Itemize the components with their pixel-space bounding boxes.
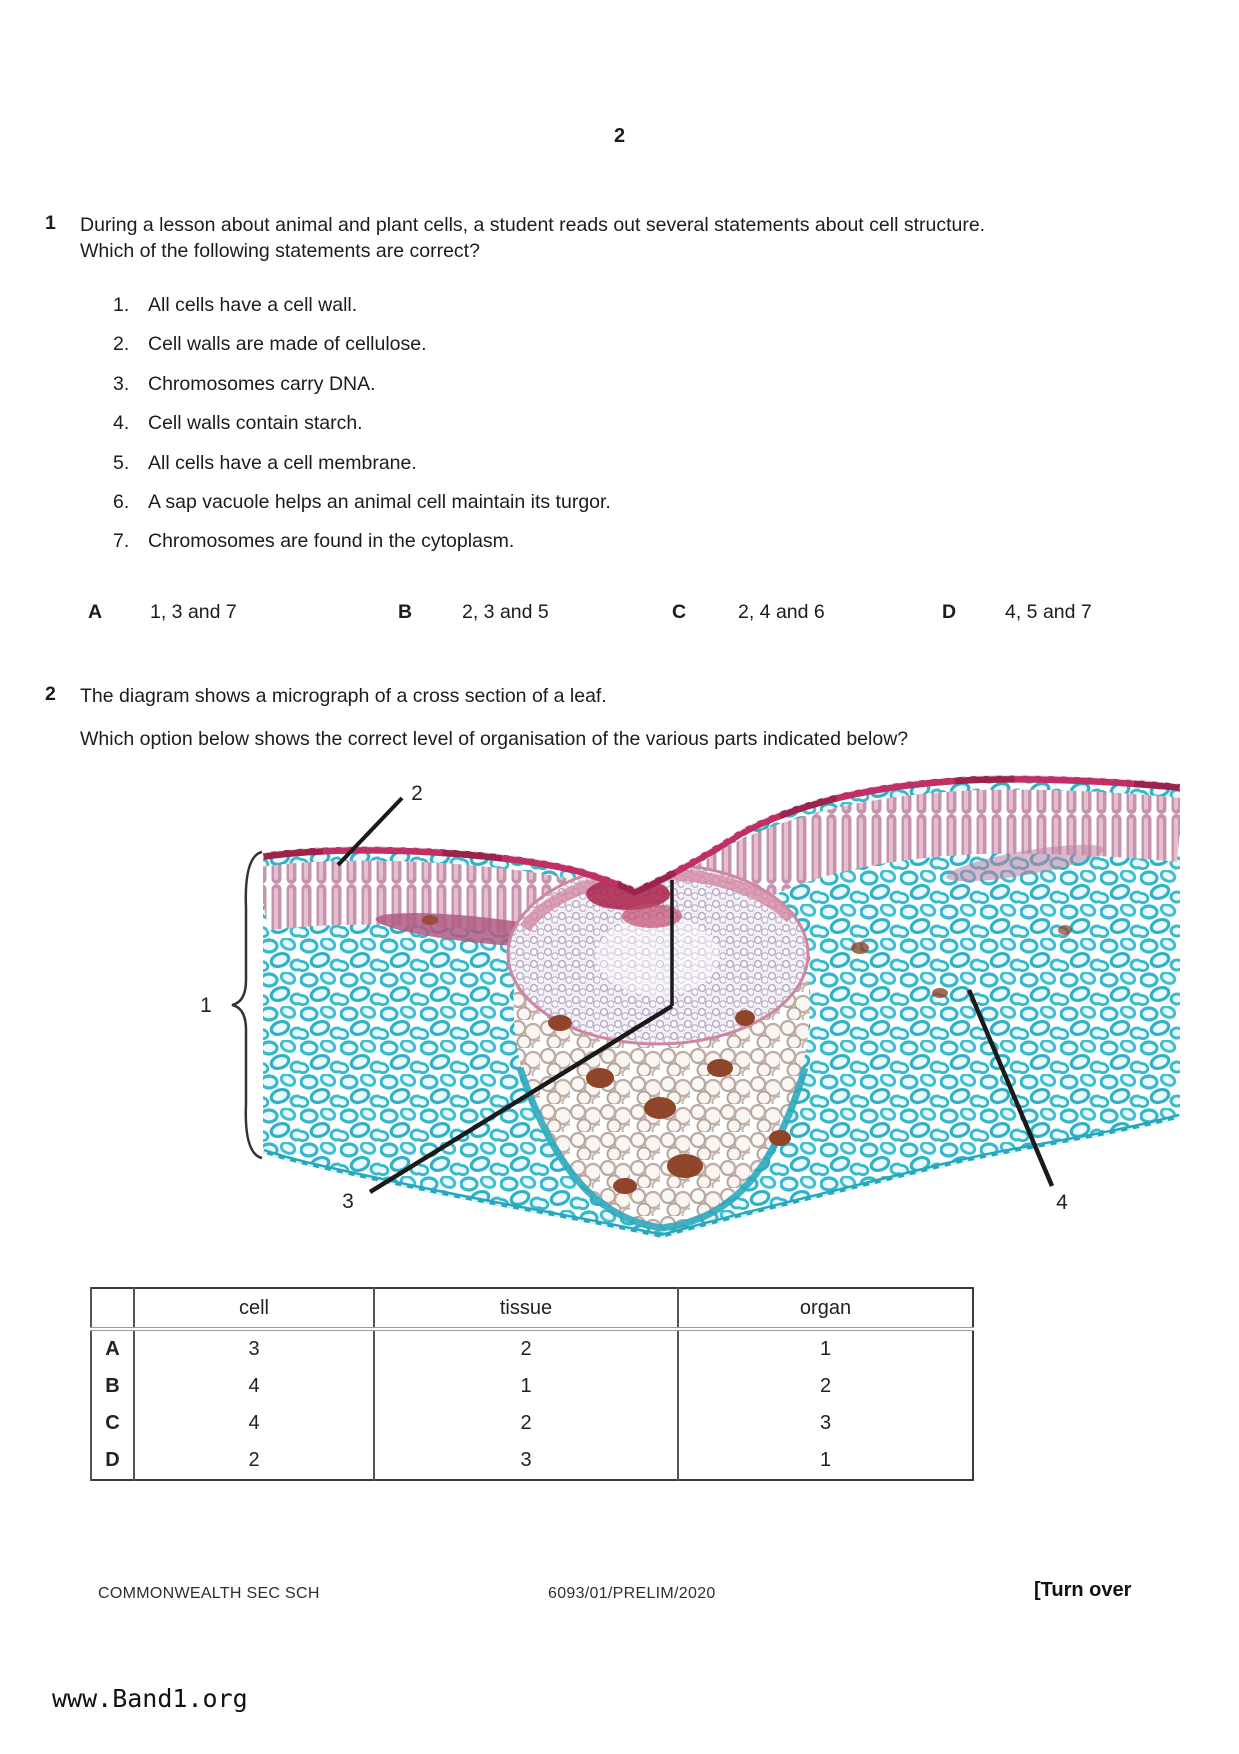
statement-text: Cell walls are made of cellulose.	[148, 333, 427, 356]
organ-value: 3	[678, 1405, 973, 1442]
q1-prompt-line2: Which of the following statements are correct?	[80, 240, 480, 262]
statement-text: All cells have a cell membrane.	[148, 451, 417, 474]
statement-list	[113, 294, 913, 570]
statement-number: 6.	[113, 490, 130, 513]
tissue-value: 1	[374, 1368, 678, 1405]
table-row	[91, 1329, 973, 1368]
q2-prompt-line1: The diagram shows a micrograph of a cross section of a leaf.	[80, 685, 607, 707]
statement-row	[113, 412, 913, 451]
row-label: A	[91, 1329, 134, 1368]
statement-number: 1.	[113, 294, 130, 316]
figure-label-1: 1	[200, 994, 212, 1017]
statement-text: A sap vacuole helps an animal cell maintain its turgor.	[148, 490, 611, 513]
footer-turn-over: [Turn over	[1034, 1579, 1132, 1601]
tissue-value: 2	[374, 1405, 678, 1442]
statement-row	[113, 373, 913, 412]
question-1-prompt	[45, 212, 1055, 264]
table-header-cell: cell	[134, 1288, 374, 1329]
statement-row	[113, 491, 913, 530]
statement-number: 3.	[113, 372, 130, 395]
cell-value: 4	[134, 1368, 374, 1405]
statement-text: Cell walls contain starch.	[148, 412, 363, 435]
question-1-number: 1	[45, 212, 56, 234]
q2-prompt-line2: Which option below shows the correct level of organisation of the various parts indicated below?	[80, 728, 909, 750]
question-2-prompt	[45, 683, 1145, 709]
leaf-micrograph-figure	[180, 768, 1190, 1260]
tissue-value: 3	[374, 1442, 678, 1480]
row-label: B	[91, 1368, 134, 1405]
organ-value: 1	[678, 1442, 973, 1480]
watermark-url: www.Band1.org	[52, 1684, 248, 1713]
figure-label-3: 3	[342, 1190, 354, 1213]
statement-row	[113, 452, 913, 491]
organ-value: 1	[678, 1329, 973, 1368]
option-B-letter: B	[398, 601, 413, 623]
option-A-text: 1, 3 and 7	[150, 601, 237, 623]
row-label: C	[91, 1405, 134, 1442]
table-row	[91, 1368, 973, 1405]
statement-text: All cells have a cell wall.	[148, 294, 358, 316]
option-C-text: 2, 4 and 6	[738, 601, 825, 623]
table-header-tissue: tissue	[374, 1288, 678, 1329]
statement-text: Chromosomes are found in the cytoplasm.	[148, 530, 515, 553]
option-C-letter: C	[672, 601, 687, 623]
figure-label-2: 2	[411, 782, 423, 805]
organ-value: 2	[678, 1368, 973, 1405]
tissue-value: 2	[374, 1329, 678, 1368]
leaf-micrograph-svg	[180, 768, 1190, 1260]
statement-number: 7.	[113, 530, 130, 553]
cell-value: 4	[134, 1405, 374, 1442]
statement-row	[113, 530, 913, 569]
question-1-text	[80, 212, 985, 264]
statement-row	[113, 294, 913, 333]
page-number: 2	[613, 125, 626, 147]
table-header-organ: organ	[678, 1288, 973, 1329]
option-A-letter: A	[88, 601, 103, 623]
table-row	[91, 1405, 973, 1442]
table-header-row	[91, 1288, 973, 1329]
footer-paper-code: 6093/01/PRELIM/2020	[548, 1585, 716, 1602]
option-D-text: 4, 5 and 7	[1005, 601, 1092, 623]
statement-row	[113, 333, 913, 372]
footer-school: COMMONWEALTH SEC SCH	[98, 1585, 320, 1602]
cell-value: 3	[134, 1329, 374, 1368]
table-row	[91, 1442, 973, 1480]
row-label: D	[91, 1442, 134, 1480]
brace-label-1	[232, 852, 262, 1158]
bundle-center	[596, 916, 720, 996]
statement-number: 2.	[113, 333, 130, 356]
table-header-blank	[91, 1288, 134, 1329]
option-B-text: 2, 3 and 5	[462, 601, 549, 623]
cell-value: 2	[134, 1442, 374, 1480]
question-2-number: 2	[45, 683, 56, 705]
q1-options-row	[0, 601, 1239, 627]
q1-prompt-line1: During a lesson about animal and plant cells, a student reads out several statements about cell structure.	[80, 214, 986, 236]
statement-number: 5.	[113, 451, 130, 474]
statement-text: Chromosomes carry DNA.	[148, 372, 376, 395]
organisation-table	[90, 1287, 974, 1481]
statement-number: 4.	[113, 412, 130, 435]
figure-label-4: 4	[1056, 1191, 1068, 1214]
option-D-letter: D	[942, 601, 957, 623]
